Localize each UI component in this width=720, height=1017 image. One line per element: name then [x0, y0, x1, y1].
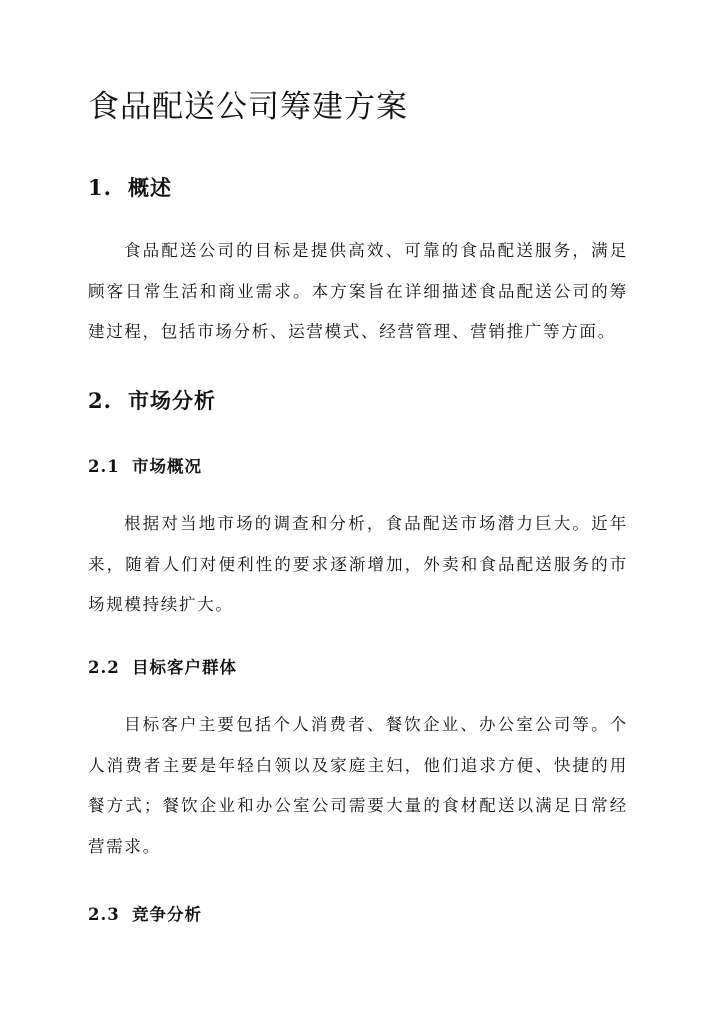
subsection-title: 竞争分析	[132, 905, 202, 924]
subsection-number: 2.1	[88, 457, 120, 476]
subsection-title: 目标客户群体	[132, 658, 237, 677]
section-number: 1.	[88, 175, 112, 200]
subsection-heading-competition-analysis	[88, 903, 202, 927]
section-title: 市场分析	[128, 388, 216, 413]
subsection-number: 2.3	[88, 905, 120, 924]
section-heading-overview	[88, 173, 172, 203]
subsection-number: 2.2	[88, 658, 120, 677]
section-number: 2.	[88, 388, 112, 413]
paragraph-overview: 食品配送公司的目标是提供高效、可靠的食品配送服务，满足顾客日常生活和商业需求。本方案旨在详细描述食品配送公司的筹建过程，包括市场分析、运营模式、经营管理、营销推广等方面。	[88, 241, 628, 341]
section-title: 概述	[128, 175, 172, 200]
paragraph-market-overview: 根据对当地市场的调查和分析，食品配送市场潜力巨大。近年来，随着人们对便利性的要求逐渐增加，外卖和食品配送服务的市场规模持续扩大。	[88, 514, 628, 614]
subsection-heading-market-overview	[88, 455, 202, 479]
subsection-title: 市场概况	[132, 457, 202, 476]
subsection-heading-target-customers	[88, 656, 237, 680]
section-heading-market-analysis	[88, 386, 216, 416]
document-title: 食品配送公司筹建方案	[88, 89, 408, 125]
paragraph-target-customers: 目标客户主要包括个人消费者、餐饮企业、办公室公司等。个人消费者主要是年轻白领以及家庭主妇，他们追求方便、快捷的用餐方式；餐饮企业和办公室公司需要大量的食材配送以满足日常经营需求。	[88, 715, 628, 856]
